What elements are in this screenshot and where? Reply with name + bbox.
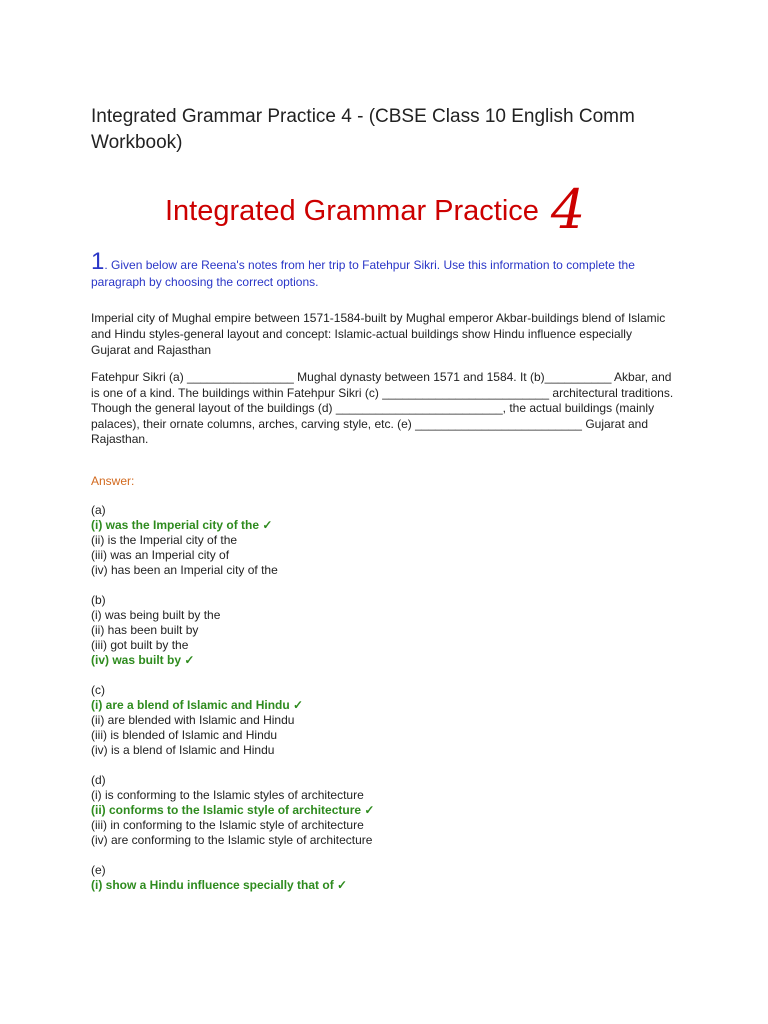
option: (iii) was an Imperial city of <box>91 548 230 562</box>
option: (i) is conforming to the Islamic styles of architecture <box>91 788 364 802</box>
answer-label: Answer: <box>91 474 135 488</box>
headline-text: Integrated Grammar Practice <box>165 195 539 227</box>
answer-options <box>91 503 651 908</box>
option-group-d <box>91 773 651 848</box>
group-label: (e) <box>91 863 106 877</box>
option-correct: (ii) conforms to the Islamic style of architecture ✓ <box>91 803 375 817</box>
option: (iv) are conforming to the Islamic style of architecture <box>91 833 373 847</box>
group-label: (c) <box>91 683 105 697</box>
paragraph-line-2: Though the general layout of the buildings (d) _________________________, the actual buildings (mainly palaces), their ornate columns, arches, carving style, etc. (e) _________________________ Gujarat and Rajasthan. <box>91 401 655 446</box>
group-label: (a) <box>91 503 106 517</box>
option-group-e <box>91 863 651 893</box>
question-text: . Given below are Reena's notes from her trip to Fatehpur Sikri. Use this information to complete the paragraph by choosing the correct options. <box>91 258 635 289</box>
option-correct: (i) was the Imperial city of the ✓ <box>91 518 273 532</box>
option: (iii) is blended of Islamic and Hindu <box>91 728 278 742</box>
option: (iv) is a blend of Islamic and Hindu <box>91 743 275 757</box>
paragraph-line-1: Fatehpur Sikri (a) ________________ Mughal dynasty between 1571 and 1584. It (b)__________ Akbar, and is one of a kind. The buildings within Fatehpur Sikri (c) _________________________ architectural traditions. <box>91 370 674 400</box>
headline-number: 4 <box>550 178 586 241</box>
option-correct: (i) are a blend of Islamic and Hindu ✓ <box>91 698 304 712</box>
option-group-a <box>91 503 651 578</box>
option: (ii) has been built by <box>91 623 199 637</box>
question-instruction <box>91 248 671 291</box>
group-label: (d) <box>91 773 106 787</box>
group-label: (b) <box>91 593 106 607</box>
option: (iv) has been an Imperial city of the <box>91 563 278 577</box>
option: (i) was being built by the <box>91 608 221 622</box>
fill-in-paragraph <box>91 370 681 448</box>
option-correct: (iv) was built by ✓ <box>91 653 195 667</box>
option: (ii) is the Imperial city of the <box>91 533 238 547</box>
question-number: 1 <box>91 248 105 275</box>
document-title: Integrated Grammar Practice 4 - (CBSE Class 10 English Comm Workbook) <box>91 106 635 153</box>
option: (ii) are blended with Islamic and Hindu <box>91 713 295 727</box>
practice-headline <box>165 170 586 241</box>
option-correct: (i) show a Hindu influence specially that of ✓ <box>91 878 348 892</box>
option: (iii) in conforming to the Islamic style of architecture <box>91 818 364 832</box>
option-group-b <box>91 593 651 668</box>
option: (iii) got built by the <box>91 638 189 652</box>
trip-notes: Imperial city of Mughal empire between 1571-1584-built by Mughal emperor Akbar-buildings blend of Islamic and Hindu styles-general layout and concept: Islamic-actual buildings show Hindu influence especially Gujarat and Rajasthan <box>91 311 666 357</box>
option-group-c <box>91 683 651 758</box>
